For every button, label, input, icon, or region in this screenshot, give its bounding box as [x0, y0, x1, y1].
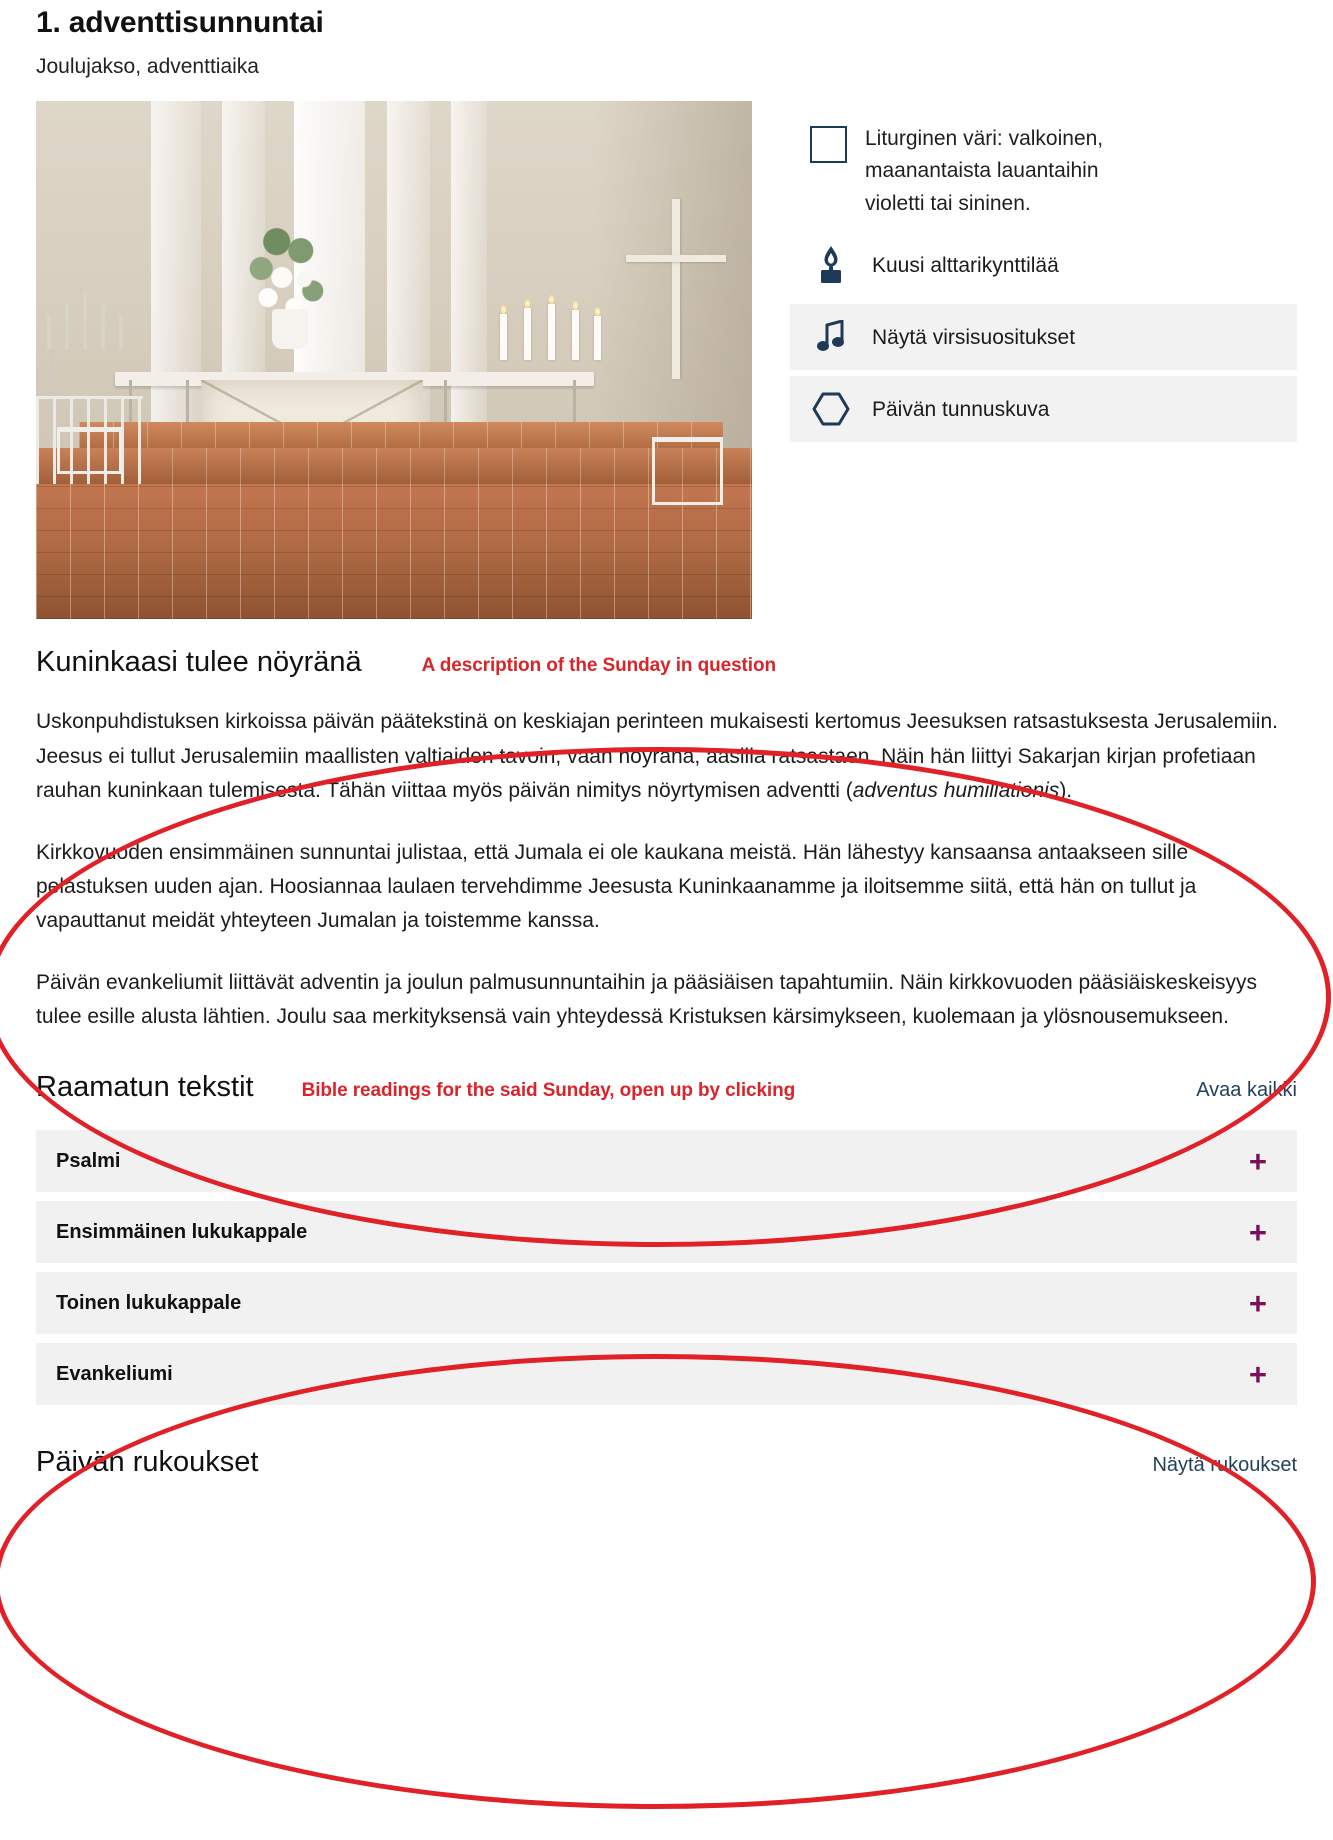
- page-title: 1. adventtisunnuntai: [36, 6, 324, 39]
- readings-title: Raamatun tekstit: [36, 1070, 254, 1103]
- photo-cross: [672, 199, 680, 379]
- hexagon-icon: [810, 388, 852, 430]
- accordion-item-second-reading[interactable]: [36, 1272, 1297, 1334]
- photo-candelabra: [47, 285, 139, 349]
- page-subtitle: Joulujakso, adventtiaika: [36, 54, 259, 78]
- liturgical-color-row: [790, 119, 1297, 221]
- prayers-title: Päivän rukoukset: [36, 1446, 259, 1479]
- accordion-item-first-reading[interactable]: [36, 1201, 1297, 1263]
- photo-altar-candles: [494, 288, 614, 360]
- description-paragraph: [36, 705, 1297, 807]
- accordion-label: Evankeliumi: [56, 1362, 173, 1385]
- candle-icon: [810, 244, 852, 286]
- altar-photo: [36, 101, 752, 619]
- photo-vase: [272, 309, 308, 349]
- show-prayers-link[interactable]: Näytä rukoukset: [1152, 1454, 1297, 1477]
- description-paragraph: Kirkkovuoden ensimmäinen sunnuntai julistaa, että Jumala ei ole kaukana meistä. Hän lähestyy kansaansa antaakseen sille pelastuksen uuden ajan. Hoosiannaa laulaen tervehdimme Jeesusta Kuninkaanamme ja iloitsemme siitä, että hän on tullut ja vapauttanut meidät yhteyteen Jumalan ja toistemme kanssa.: [36, 840, 1197, 932]
- accordion-item-psalm[interactable]: [36, 1130, 1297, 1192]
- paragraph-tail: ).: [1059, 778, 1073, 802]
- readings-header: [36, 1070, 1297, 1105]
- photo-bench-right: [652, 437, 724, 504]
- liturgical-color-text: Liturginen väri: valkoinen, maanantaista lauantaihin violetti tai sininen.: [865, 126, 1104, 215]
- altar-candles-row: [790, 232, 1297, 298]
- prayers-section: [36, 1445, 1297, 1480]
- show-hymns-button[interactable]: [790, 304, 1297, 370]
- paragraph-italic: adventus humiliationis: [852, 778, 1060, 802]
- bible-readings-section: [36, 1070, 1297, 1406]
- annotation-description: A description of the Sunday in question: [421, 654, 776, 676]
- plus-icon[interactable]: +: [1248, 1285, 1267, 1321]
- open-all-link[interactable]: Avaa kaikki: [1196, 1078, 1297, 1101]
- description-header: [36, 645, 1297, 680]
- music-note-icon: [810, 316, 852, 358]
- annotation-ellipse-readings: [0, 1354, 1316, 1809]
- accordion-label: Toinen lukukappale: [56, 1291, 242, 1314]
- liturgical-color-swatch: [810, 126, 847, 163]
- day-symbol-button[interactable]: [790, 376, 1297, 442]
- accordion-label: Psalmi: [56, 1149, 121, 1172]
- plus-icon[interactable]: +: [1248, 1143, 1267, 1179]
- accordion-item-gospel[interactable]: [36, 1343, 1297, 1405]
- info-column: [790, 101, 1297, 443]
- readings-header-left: [36, 1070, 795, 1105]
- plus-icon[interactable]: +: [1248, 1356, 1267, 1392]
- altar-candles-label: Kuusi alttarikynttilää: [872, 253, 1059, 277]
- photo-step: [36, 448, 752, 484]
- photo-bench-left: [57, 427, 121, 474]
- description-section: [36, 645, 1297, 1034]
- paragraph-text: Uskonpuhdistuksen kirkoissa päivän päätekstinä on keskiajan perinteen mukaisesti kertomus Jeesuksen ratsastuksesta Jerusalemiin. Jeesus ei tullut Jerusalemiin maallisten valtiaiden tavoin, vaan nöyränä, aasilla ratsastaen. Näin hän liittyi Sakarjan kirjan profetiaan rauhan kuninkaan tulemisesta. Tähän viittaa myös päivän nimitys nöyrtymisen adventti (: [36, 710, 1278, 802]
- hero-row: [36, 101, 1297, 619]
- description-title: Kuninkaasi tulee nöyränä: [36, 645, 362, 678]
- description-body: [36, 705, 1297, 1033]
- plus-icon[interactable]: +: [1248, 1214, 1267, 1250]
- description-paragraph: Päivän evankeliumit liittävät adventin ja joulun palmusunnuntaihin ja pääsiäisen tapahtumiin. Näin kirkkovuoden pääsiäiskeskeisyys tulee esille alusta lähtien. Joulu saa merkityksensä vain yhteydessä Kristuksen kärsimykseen, kuolemaan ja ylösnousemukseen.: [36, 970, 1258, 1028]
- photo-platform: [79, 422, 723, 448]
- photo-floor: [36, 484, 752, 619]
- readings-accordion: [36, 1130, 1297, 1405]
- day-symbol-label: Päivän tunnuskuva: [872, 397, 1050, 421]
- annotation-readings: Bible readings for the said Sunday, open up by clicking: [301, 1079, 796, 1101]
- accordion-label: Ensimmäinen lukukappale: [56, 1220, 308, 1243]
- show-hymns-label: Näytä virsisuositukset: [872, 325, 1076, 349]
